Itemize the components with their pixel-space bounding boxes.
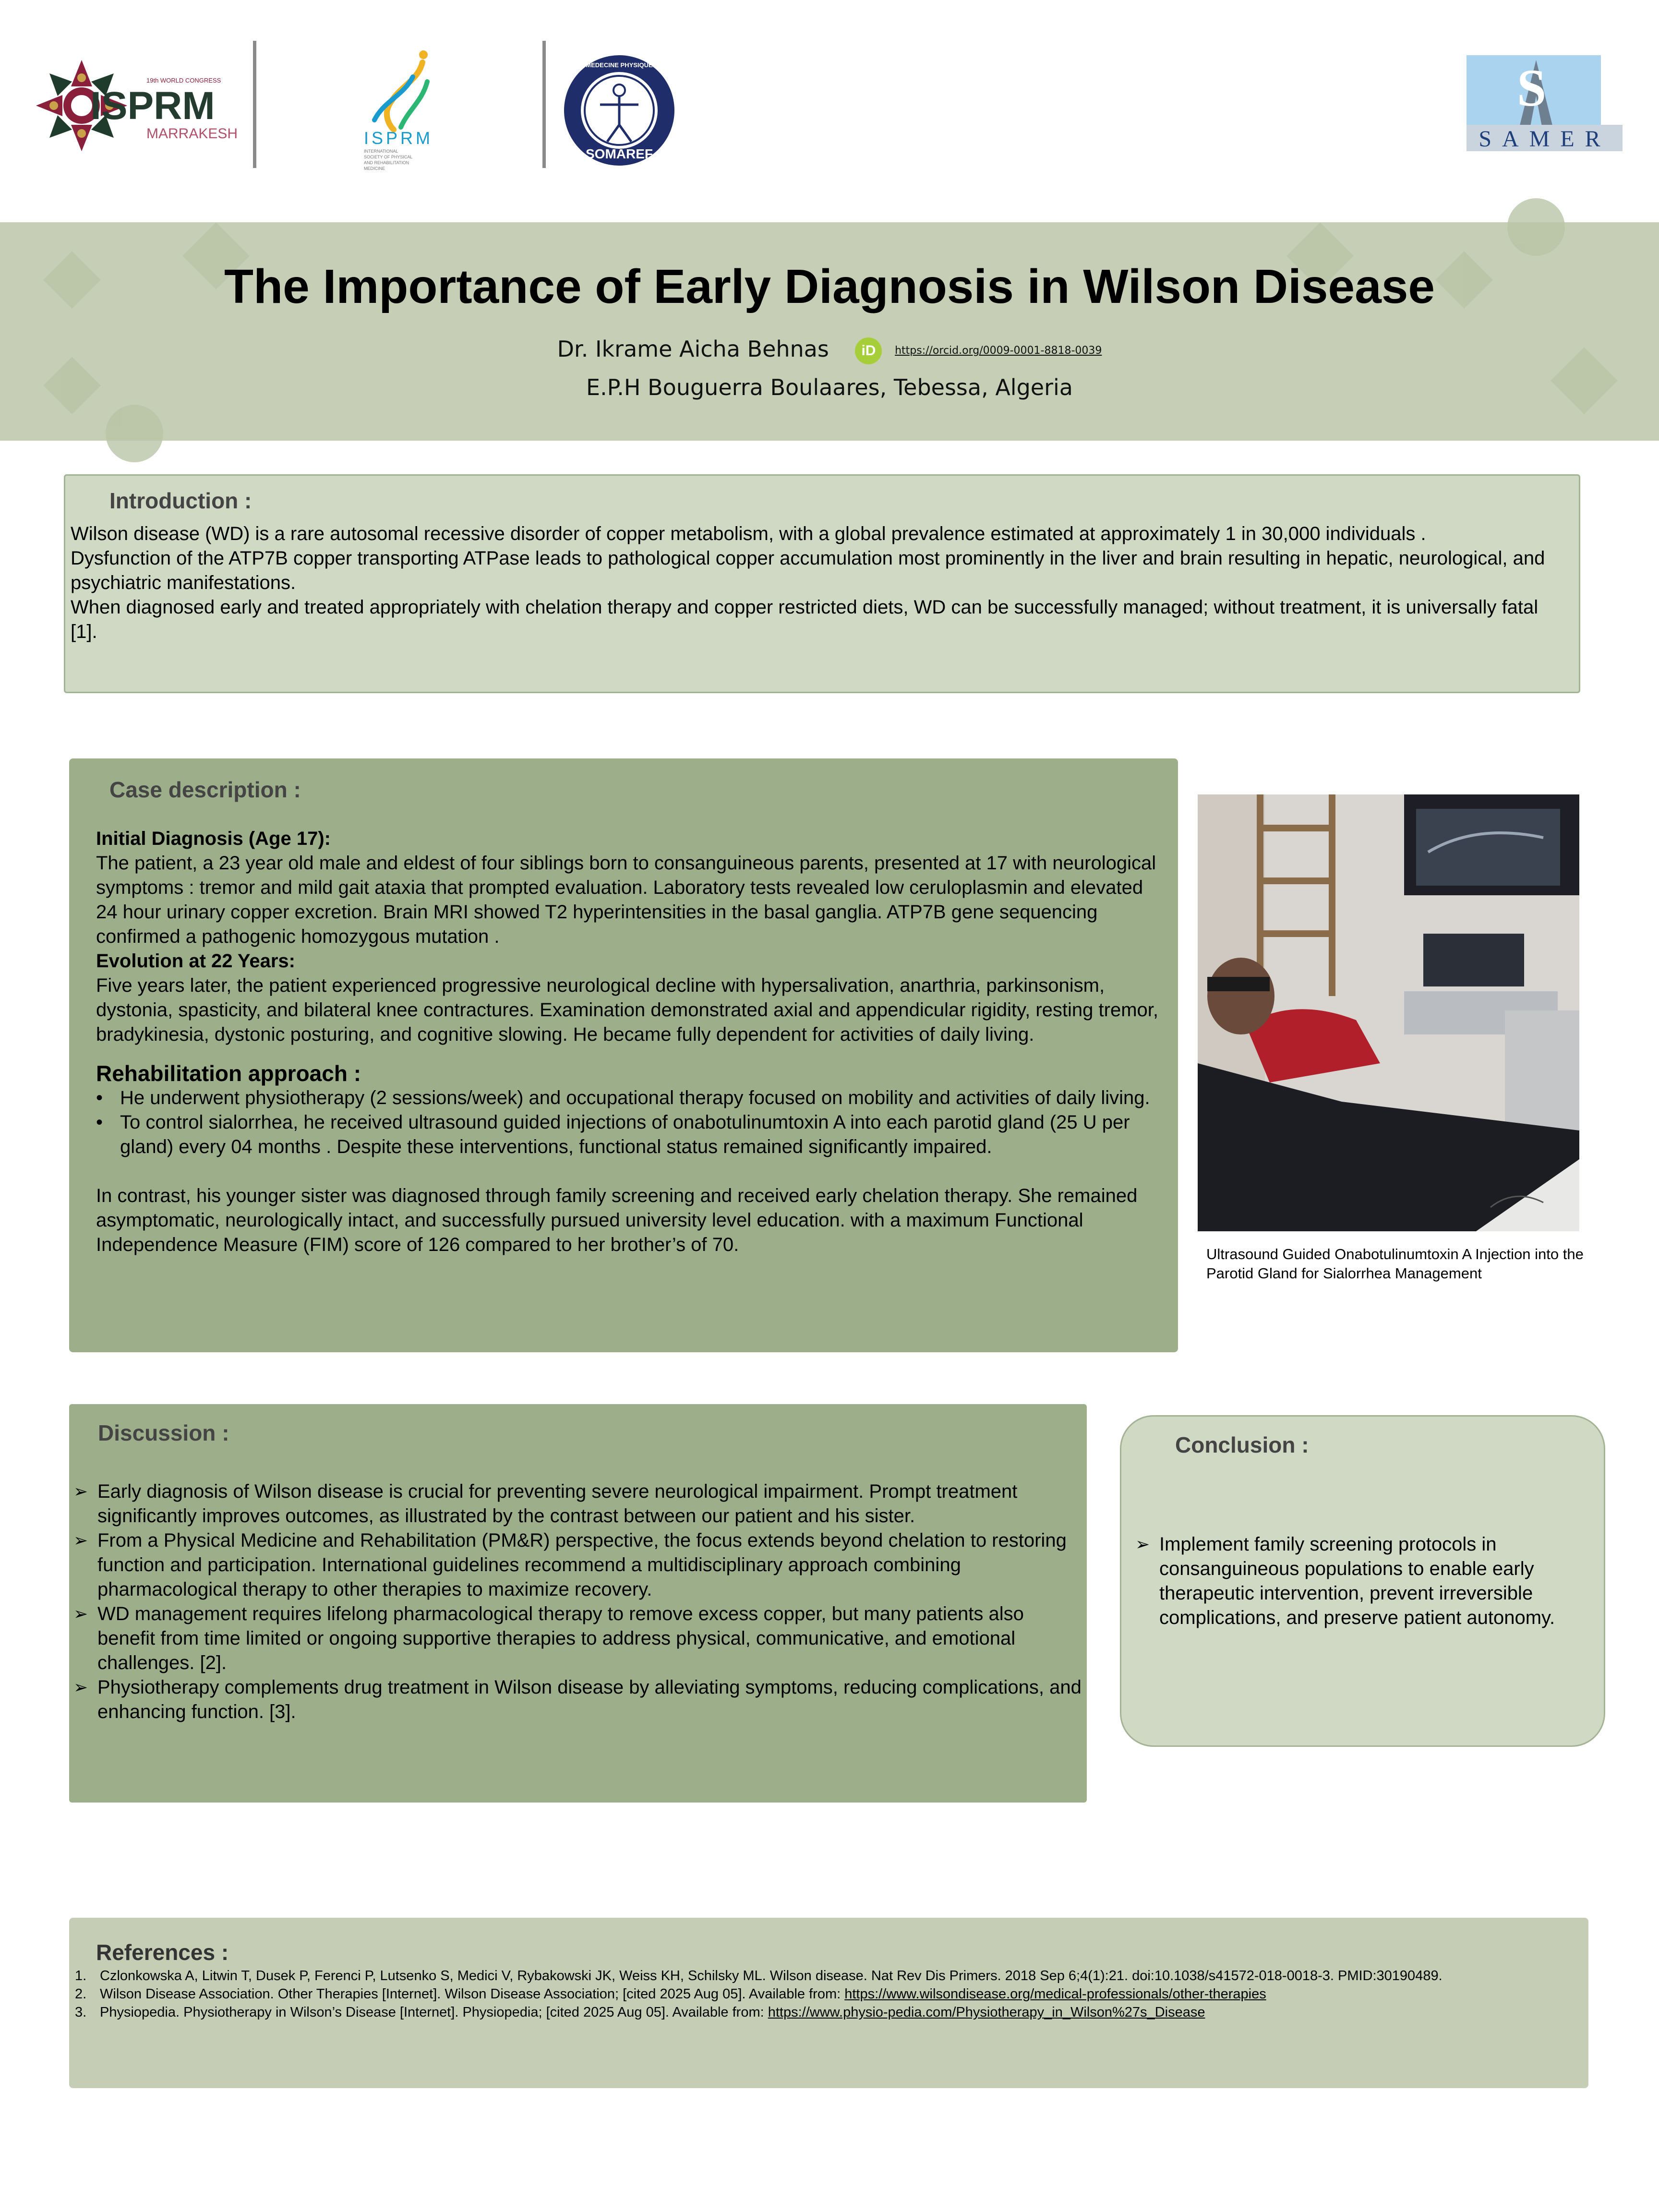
introduction-title: Introduction : (109, 488, 252, 513)
reference-text: Physiopedia. Physiotherapy in Wilson’s Disease [Internet]. Physiopedia; [cited 2025 Aug 05]. Available from: (100, 2005, 768, 2020)
affiliation: E.P.H Bouguerra Boulaares, Tebessa, Algeria (586, 374, 1073, 400)
author-name: Dr. Ikrame Aicha Behnas (557, 336, 829, 362)
conclusion-title: Conclusion : (1175, 1432, 1309, 1457)
author-line (480, 336, 1179, 364)
reference-link[interactable]: https://www.physio-pedia.com/Physiotherapy_in_Wilson%27s_Disease (768, 2005, 1205, 2020)
reference-text: Czlonkowska A, Litwin T, Dusek P, Ferenci P, Lutsenko S, Medici V, Rybakowski JK, Weiss KH, Schilsky ML. Wilson disease. Nat Rev Dis Primers. 2018 Sep 6;4(1):21. doi:10.1038/s41572-018-0018-3. PMID:30190489. (100, 1968, 1443, 1984)
reference-item (73, 2003, 1575, 2021)
svg-text:AND REHABILITATION: AND REHABILITATION (364, 160, 409, 165)
poster-title: The Importance of Early Diagnosis in Wilson Disease (224, 260, 1435, 313)
isprm-marrakesh-small: 19th WORLD CONGRESS (146, 77, 221, 84)
list-item: • To control sialorrhea, he received ultrasound guided injections of onabotulinumtoxin A into each parotid gland (25 U per gland) every 04 months . Despite these interventions, functional status remained significantly impaired. (96, 1110, 1169, 1159)
rehabilitation-list (96, 1086, 1169, 1159)
case-description-title: Case description : (109, 777, 301, 802)
references-list (73, 1967, 1575, 2021)
isprm-marrakesh-logo (29, 38, 238, 173)
samer-main: SAMER (1479, 126, 1611, 152)
list-item: ➢ Implement family screening protocols in consanguineous populations to enable early therapeutic intervention, prevent irreversible complications, and preserve patient autonomy. (1135, 1532, 1587, 1630)
reference-number: 1. (75, 1968, 87, 1984)
somaref-logo (562, 53, 677, 168)
logo-divider-1 (253, 41, 256, 168)
reference-item (73, 1985, 1575, 2003)
reference-item (73, 1967, 1575, 1985)
orcid-link[interactable]: https://orcid.org/0009-0001-8818-0039 (895, 345, 1102, 357)
intro-paragraph: Dysfunction of the ATP7B copper transporting ATPase leads to pathological copper accumulation most prominently in the liver and brain resulting in hepatic, neurological, and psychiatric manifestations. (71, 548, 1545, 593)
discussion-title: Discussion : (98, 1420, 229, 1445)
reference-number: 2. (75, 1986, 87, 2002)
isprm-marrakesh-sub: MARRAKESH (146, 126, 238, 142)
list-item: ➢ Physiotherapy complements drug treatment in Wilson disease by alleviating symptoms, reducing complications, and enhancing function. [3]. (73, 1675, 1082, 1724)
introduction-text (71, 522, 1563, 644)
initial-diagnosis-heading: Initial Diagnosis (Age 17): (96, 828, 331, 849)
list-item: • He underwent physiotherapy (2 sessions/week) and occupational therapy focused on mobility and activities of daily living. (96, 1086, 1169, 1110)
title-band (0, 222, 1659, 441)
samer-logo (1464, 53, 1625, 154)
photo-caption: Ultrasound Guided Onabotulinumtoxin A Injection into the Parotid Gland for Sialorrhea Management (1206, 1246, 1584, 1282)
reference-number: 3. (75, 2005, 87, 2020)
isprm-logo (355, 48, 451, 173)
intro-paragraph: Wilson disease (WD) is a rare autosomal recessive disorder of copper metabolism, with a global prevalence estimated at approximately 1 in 30,000 individuals . (71, 523, 1426, 544)
svg-text:MEDECINE PHYSIQUE: MEDECINE PHYSIQUE (586, 61, 653, 69)
contrast-text: In contrast, his younger sister was diagnosed through family screening and received early chelation therapy. She remained asymptomatic, neurologically intact, and successfully pursued university level education. with a maximum Functional Independence Measure (FIM) score of 126 compared to her brother’s of 70. (96, 1185, 1138, 1255)
discussion-list (73, 1479, 1082, 1724)
case-description-text (96, 827, 1169, 1257)
somaref-main: SOMAREF (586, 146, 653, 161)
svg-text:SOCIETY OF PHYSICAL: SOCIETY OF PHYSICAL (364, 155, 413, 159)
isprm-marrakesh-main: ISPRM (90, 84, 215, 128)
references-title: References : (96, 1940, 229, 1965)
list-item: ➢ From a Physical Medicine and Rehabilitation (PM&R) perspective, the focus extends beyond chelation to restoring function and participation. International guidelines recommend a multidisciplinary approach combining pharmacological therapy to other therapies to maximize recovery. (73, 1528, 1082, 1602)
discussion-text (73, 1479, 1082, 1724)
initial-diagnosis-text: The patient, a 23 year old male and eldest of four siblings born to consanguineous parents, presented at 17 with neurological symptoms : tremor and mild gait ataxia that prompted evaluation. Laboratory tests revealed low ceruloplasmin and elevated 24 hour urinary copper excretion. Brain MRI showed T2 hyperintensities in the basal ganglia. ATP7B gene sequencing confirmed a pathogenic homozygous mutation . (96, 853, 1156, 947)
rehabilitation-heading: Rehabilitation approach : (96, 1061, 361, 1086)
orcid-icon: iD (855, 337, 882, 364)
reference-link[interactable]: https://www.wilsondisease.org/medical-professionals/other-therapies (844, 1986, 1266, 2002)
isprm-logo-main: ISPRM (364, 128, 433, 148)
list-item: ➢ Early diagnosis of Wilson disease is crucial for preventing severe neurological impairment. Prompt treatment significantly improves outcomes, as illustrated by the contrast between our patient and his sister. (73, 1479, 1082, 1528)
intro-paragraph: When diagnosed early and treated appropriately with chelation therapy and copper restricted diets, WD can be successfully managed; without treatment, it is universally fatal [1]. (71, 597, 1539, 642)
logo-divider-2 (542, 41, 546, 168)
reference-text: Wilson Disease Association. Other Therapies [Internet]. Wilson Disease Association; [cited 2025 Aug 05]. Available from: (100, 1986, 845, 2002)
evolution-heading: Evolution at 22 Years: (96, 950, 295, 972)
conclusion-list (1135, 1532, 1587, 1630)
conclusion-text (1135, 1532, 1587, 1630)
clinical-photo (1198, 794, 1579, 1231)
evolution-text: Five years later, the patient experienced progressive neurological decline with hypersalivation, anarthria, parkinsonism, dystonia, spasticity, and bilateral knee contractures. Examination demonstrated axial and appendicular rigidity, resting tremor, bradykinesia, dystonic posturing, and cognitive slowing. He became fully dependent for activities of daily living. (96, 975, 1159, 1045)
list-item: ➢ WD management requires lifelong pharmacological therapy to remove excess copper, but many patients also benefit from time limited or ongoing supportive therapies to address physical, communicative, and emotional challenges. [2]. (73, 1602, 1082, 1675)
svg-text:INTERNATIONAL: INTERNATIONAL (364, 149, 398, 154)
svg-text:MEDICINE: MEDICINE (364, 166, 385, 171)
svg-text:S: S (1517, 59, 1547, 117)
